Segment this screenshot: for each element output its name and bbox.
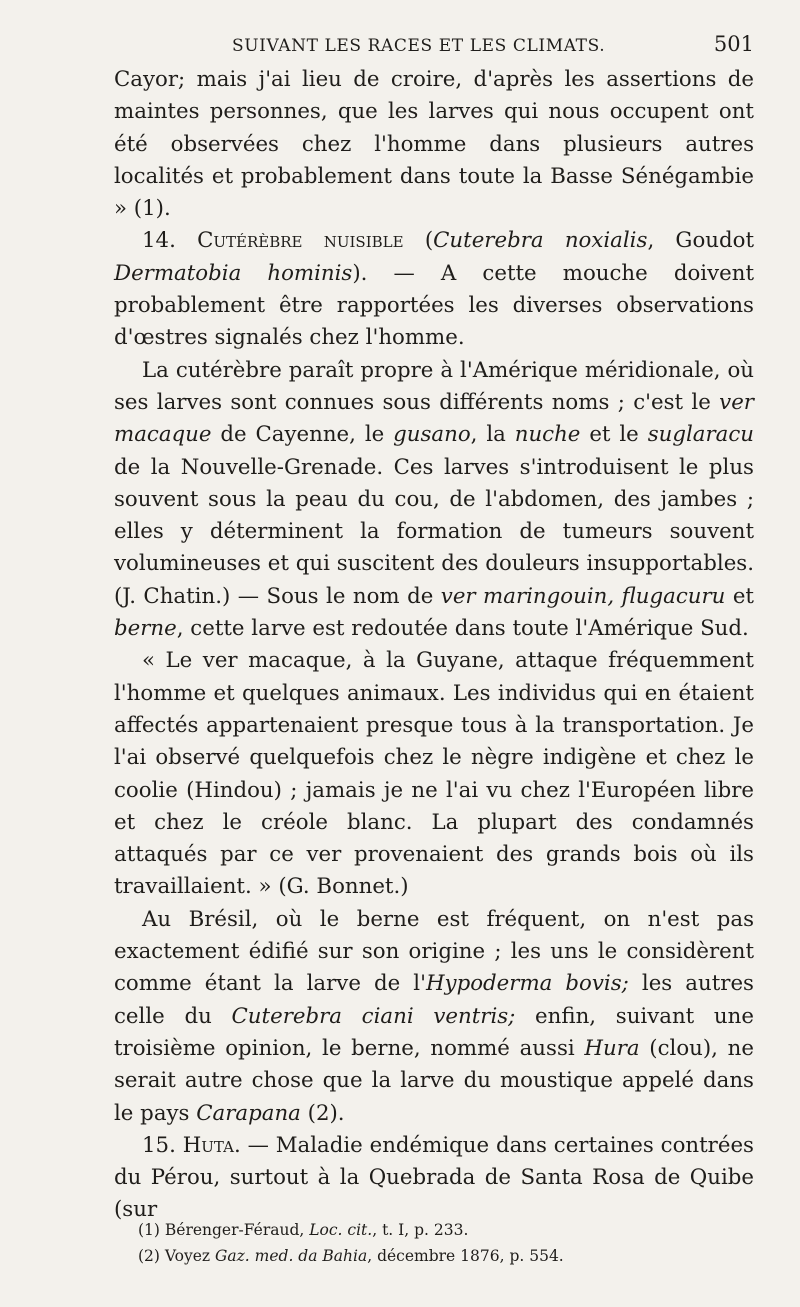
scientific-name: Dermatobia hominis xyxy=(114,260,353,286)
footnote-2: (2) Voyez Gaz. med. da Bahia, décembre 1876, p. 554. xyxy=(138,1247,564,1265)
section-number: 14. xyxy=(142,228,176,254)
body-text xyxy=(114,64,754,1227)
section-title: Huta xyxy=(182,1132,234,1158)
running-header xyxy=(114,32,754,56)
paragraph-3: La cutérèbre paraît propre à l'Amérique méridionale, où ses larves sont connues sous différents noms ; c'est le ver macaque de Cayenne, le gusano, la nuche et le suglaracu de la Nouvelle-Grenade. Ces larves s'introduisent le plus souvent sous la peau du cou, de l'abdomen, des jambes ; elles y déterminent la formation de tumeurs souvent volumineuses et qui suscitent des douleurs insupportables. (J. Chatin.) — Sous le nom de ver maringouin, flugacuru et berne, cette larve est redoutée dans toute l'Amérique Sud. xyxy=(114,357,754,642)
paragraph-5: Au Brésil, où le berne est fréquent, on n'est pas exactement édifié sur son origine ; les uns le considèrent comme étant la larve de l'Hypoderma bovis; les autres celle du Cuterebra ciani ventris; enfin, suivant une troisième opinion, le berne, nommé aussi Hura (clou), ne serait autre chose que la larve du moustique appelé dans le pays Carapana (2). xyxy=(114,906,754,1126)
footnotes xyxy=(138,1217,754,1269)
section-title: Cutérèbre nuisible xyxy=(197,228,404,254)
scientific-name: Cuterebra noxialis xyxy=(433,228,648,254)
paragraph-1: Cayor; mais j'ai lieu de croire, d'après les assertions de maintes personnes, que les larves qui nous occupent ont été observées chez l'homme dans plusieurs autres localités et probablement dans toute la Basse Sénégambie » (1). xyxy=(114,67,754,222)
paragraph-2: 14. Cutérèbre nuisible (Cuterebra noxialis, Goudot Dermatobia hominis). — A cette mouche doivent probablement être rapportées les diverses observations d'œstres signalés chez l'homme. xyxy=(114,228,754,351)
footnote-1: (1) Bérenger-Féraud, Loc. cit., t. I, p. 233. xyxy=(138,1221,469,1239)
page-number: 501 xyxy=(713,32,754,56)
section-number: 15. xyxy=(142,1132,176,1158)
paragraph-6: 15. Huta. — Maladie endémique dans certaines contrées du Pérou, surtout à la Quebrada de Santa Rosa de Quibe (sur xyxy=(114,1132,754,1223)
paragraph-4-quotation: « Le ver macaque, à la Guyane, attaque fréquemment l'homme et quelques animaux. Les individus qui en étaient affectés appartenaient presque tous à la transportation. Je l'ai observé quelquefois chez le nègre indigène et chez le coolie (Hindou) ; jamais je ne l'ai vu chez l'Européen libre et chez le créole blanc. La plupart des condamnés attaqués par ce ver provenaient des grands bois où ils travaillaient. » (G. Bonnet.) xyxy=(114,648,754,900)
running-title: SUIVANT LES RACES ET LES CLIMATS. xyxy=(232,36,606,56)
